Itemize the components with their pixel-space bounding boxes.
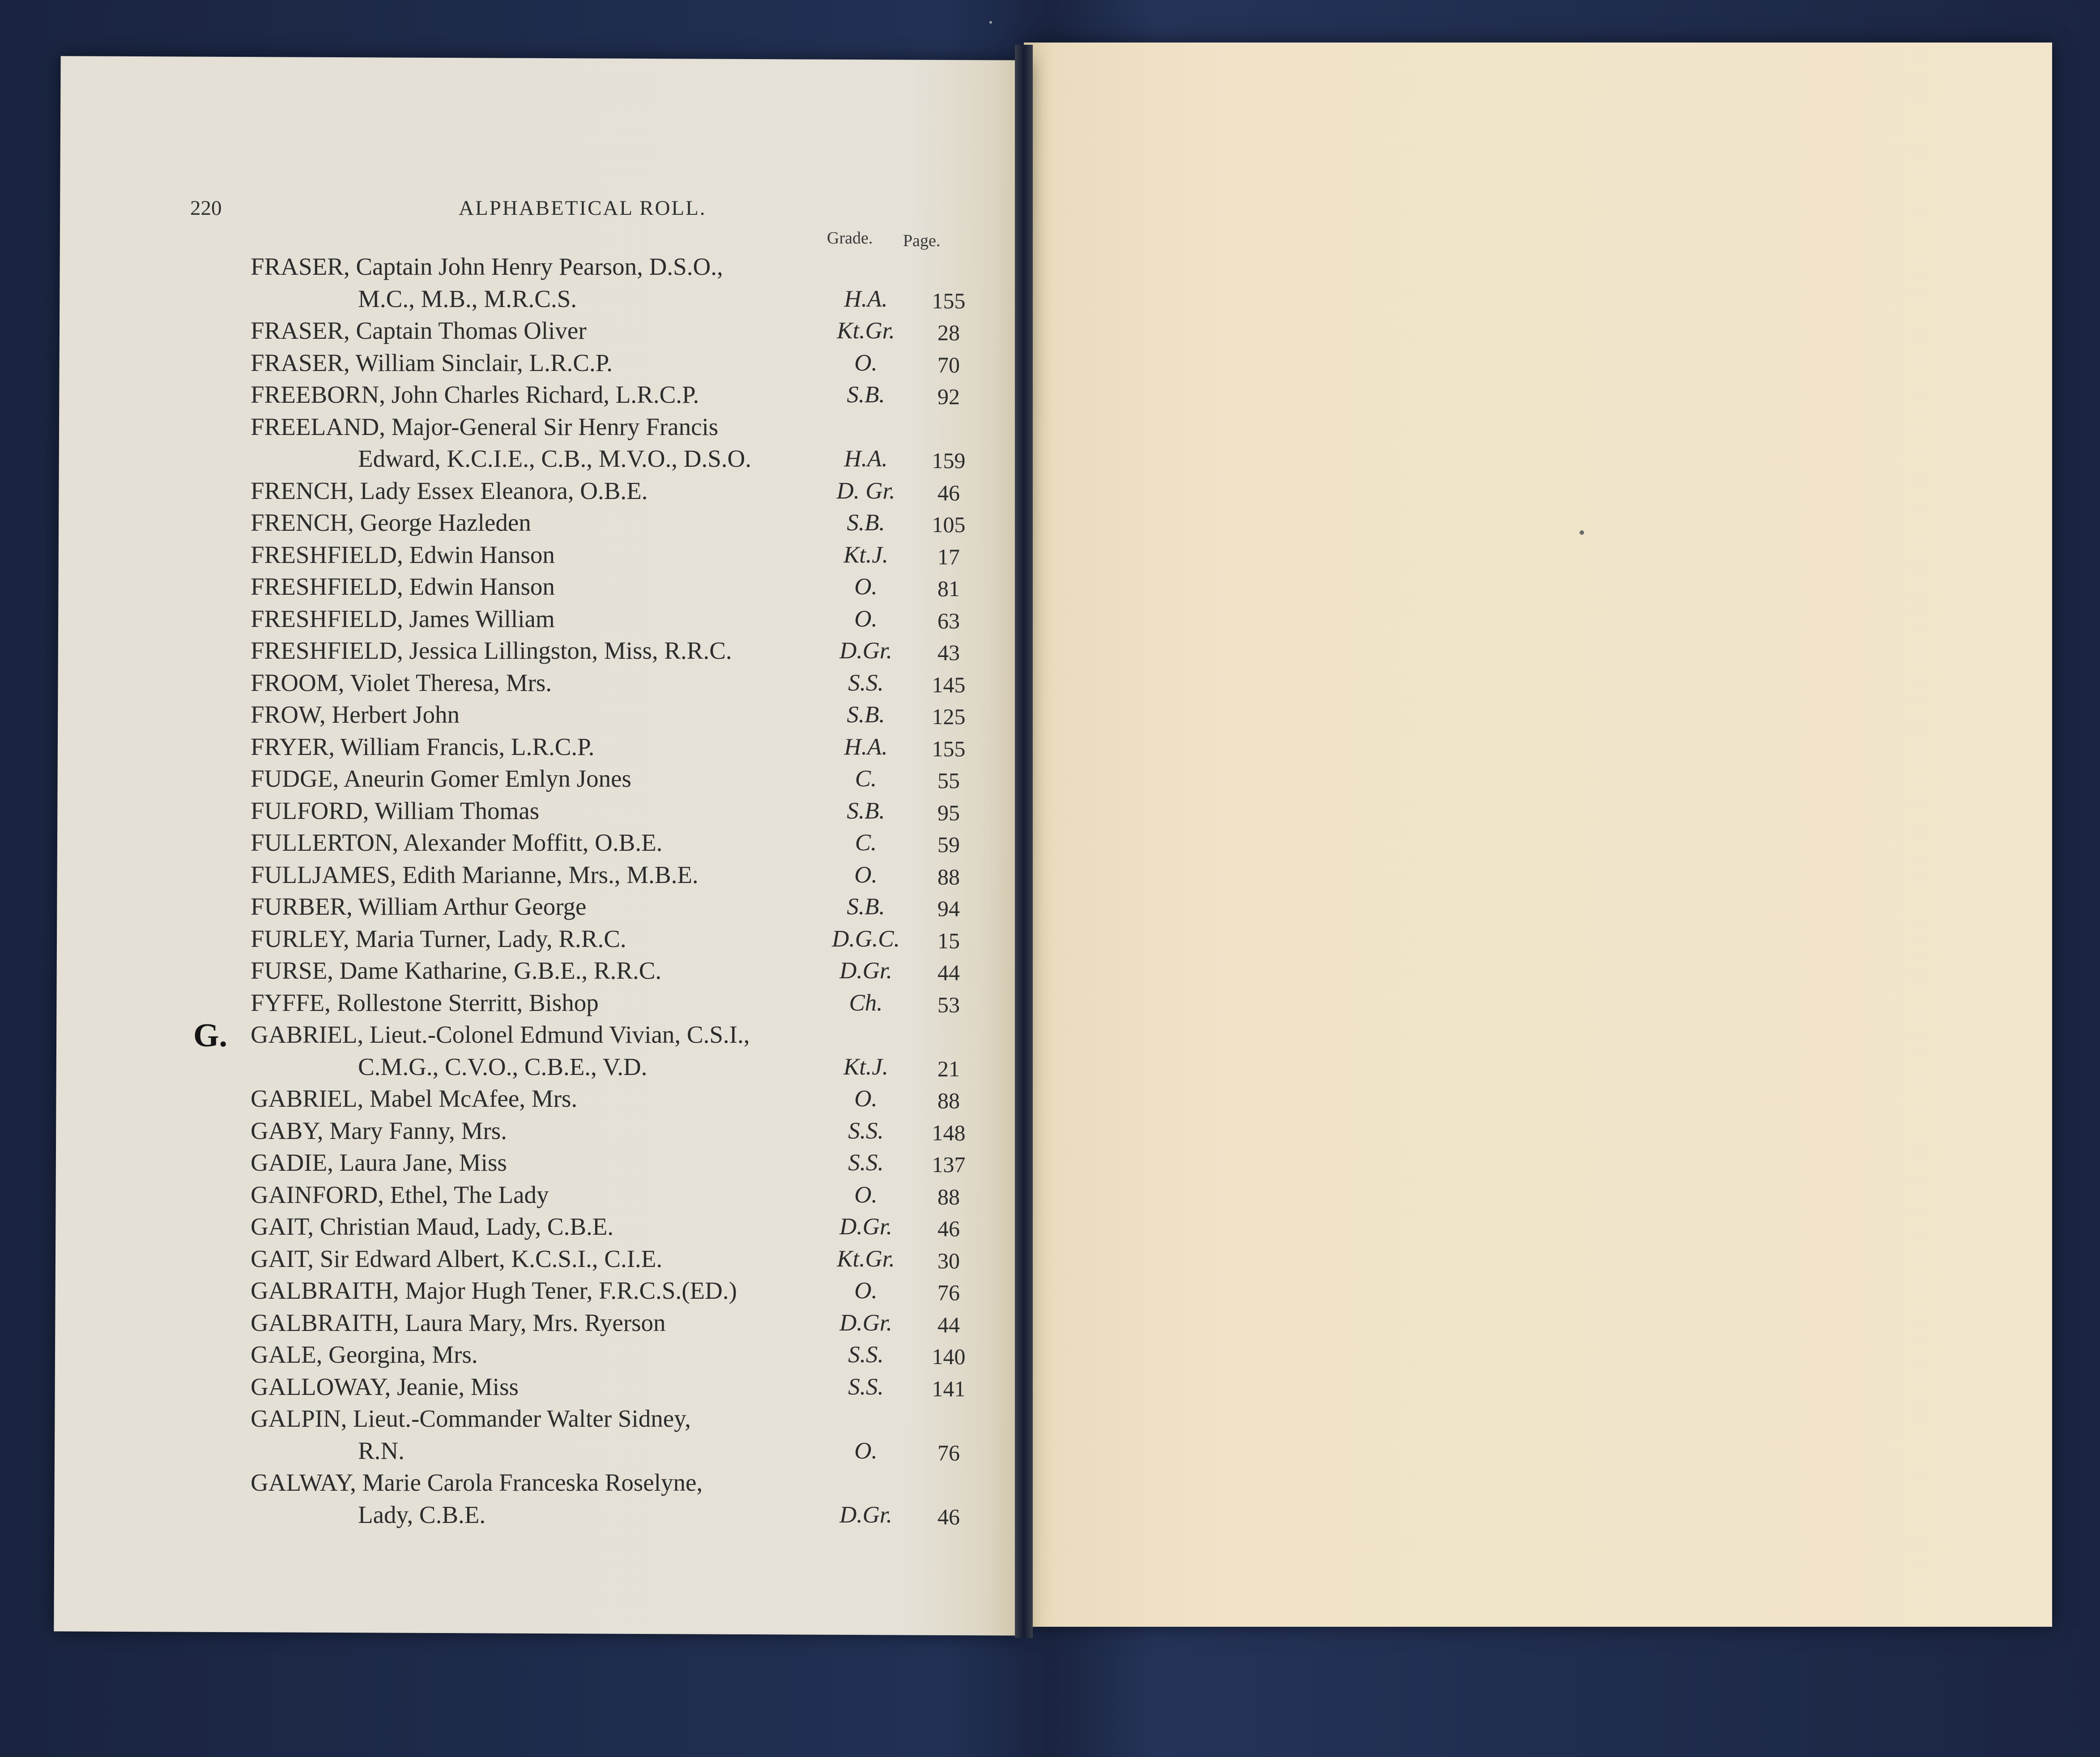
entry-grade: O.	[854, 350, 877, 376]
roll-line	[251, 1243, 975, 1275]
entry-grade: S.S.	[848, 1374, 884, 1400]
roll-line	[251, 987, 975, 1019]
entry-page: 70	[937, 352, 960, 377]
entry-name: M.C., M.B., M.R.C.S.	[358, 285, 577, 312]
entry-page: 148	[932, 1120, 966, 1145]
roll-line	[251, 347, 975, 379]
entry-page: 94	[937, 896, 960, 921]
roll-line	[251, 731, 975, 763]
roll-line	[251, 1403, 975, 1435]
entry-grade: D.G.C.	[832, 926, 900, 952]
entry-grade: S.S.	[848, 1342, 884, 1368]
entry-page: 55	[937, 768, 960, 793]
entry-name: FRENCH, Lady Essex Eleanora, O.B.E.	[251, 477, 648, 504]
roll-line	[251, 1211, 975, 1243]
entry-page: 53	[937, 992, 960, 1017]
entry-name: GALLOWAY, Jeanie, Miss	[251, 1373, 519, 1400]
roll-line	[251, 379, 975, 411]
entry-grade: S.B.	[847, 894, 885, 920]
entry-grade: S.B.	[847, 382, 885, 408]
entry-name: GABRIEL, Lieut.-Colonel Edmund Vivian, C.S.I.,	[251, 1021, 750, 1048]
roll-line	[251, 539, 975, 571]
entry-name: GALBRAITH, Major Hugh Tener, F.R.C.S.(ED.)	[251, 1277, 737, 1304]
entry-page: 155	[932, 736, 966, 761]
entry-grade: O.	[854, 1438, 877, 1464]
entry-name: FROOM, Violet Theresa, Mrs.	[251, 669, 552, 696]
entry-name: FURBER, William Arthur George	[251, 893, 587, 920]
grade-column-header: Grade.	[827, 229, 873, 247]
alphabetical-roll-list	[251, 251, 975, 1571]
entry-name: FREEBORN, John Charles Richard, L.R.C.P.	[251, 381, 699, 408]
entry-grade: O.	[854, 1182, 877, 1208]
entry-page: 88	[937, 864, 960, 889]
roll-line	[251, 667, 975, 699]
entry-name: FUDGE, Aneurin Gomer Emlyn Jones	[251, 765, 631, 792]
entry-grade: O.	[854, 606, 877, 632]
entry-page: 155	[932, 288, 966, 313]
roll-line	[251, 1467, 975, 1499]
entry-name: FRESHFIELD, James William	[251, 605, 555, 632]
entry-page: 44	[937, 960, 960, 985]
entry-grade: S.S.	[848, 1118, 884, 1144]
entry-page: 63	[937, 608, 960, 633]
roll-line	[251, 283, 975, 315]
entry-grade: Kt.J.	[843, 1054, 889, 1080]
book-gutter	[1015, 45, 1033, 1638]
entry-page: 15	[937, 928, 960, 953]
right-page-blank	[1024, 43, 2052, 1627]
entry-grade: H.A.	[844, 734, 888, 760]
roll-line	[251, 411, 975, 443]
entry-grade: S.B.	[847, 798, 885, 824]
entry-name: FREELAND, Major-General Sir Henry Francis	[251, 413, 719, 440]
entry-page: 43	[937, 640, 960, 665]
entry-name: GALWAY, Marie Carola Franceska Roselyne,	[251, 1469, 703, 1496]
entry-grade: C.	[855, 766, 877, 792]
entry-grade: O.	[854, 862, 877, 888]
entry-name: GAINFORD, Ethel, The Lady	[251, 1181, 549, 1208]
roll-line	[251, 635, 975, 667]
entry-name: GALE, Georgina, Mrs.	[251, 1341, 478, 1368]
section-letter: G.	[193, 1017, 228, 1054]
entry-page: 44	[937, 1312, 960, 1337]
entry-grade: D.Gr.	[839, 1310, 892, 1336]
roll-line	[251, 475, 975, 507]
entry-grade: H.A.	[844, 286, 888, 312]
entry-page: 46	[937, 1504, 960, 1529]
entry-grade: S.S.	[848, 670, 884, 696]
roll-line	[251, 1019, 975, 1051]
entry-grade: O.	[854, 1278, 877, 1304]
running-head	[190, 196, 754, 227]
entry-page: 21	[937, 1056, 960, 1081]
entry-page: 81	[937, 576, 960, 601]
entry-name: GABY, Mary Fanny, Mrs.	[251, 1117, 507, 1144]
entry-grade: D.Gr.	[839, 638, 892, 664]
entry-name: Lady, C.B.E.	[358, 1501, 486, 1528]
entry-page: 105	[932, 512, 966, 537]
entry-name: FROW, Herbert John	[251, 701, 460, 728]
roll-line	[251, 1115, 975, 1147]
roll-line	[251, 603, 975, 635]
entry-page: 88	[937, 1184, 960, 1209]
entry-page: 125	[932, 704, 966, 729]
entry-grade: D. Gr.	[836, 478, 895, 504]
entry-grade: O.	[854, 1086, 877, 1112]
roll-line	[251, 1371, 975, 1403]
roll-line	[251, 1339, 975, 1371]
roll-line	[251, 251, 975, 283]
entry-name: FRASER, Captain Thomas Oliver	[251, 317, 587, 344]
entry-name: GALBRAITH, Laura Mary, Mrs. Ryerson	[251, 1309, 666, 1336]
entry-page: 17	[937, 544, 960, 569]
entry-page: 137	[932, 1152, 966, 1177]
entry-name: GABRIEL, Mabel McAfee, Mrs.	[251, 1085, 578, 1112]
entry-name: FURLEY, Maria Turner, Lady, R.R.C.	[251, 925, 626, 952]
entry-grade: S.B.	[847, 510, 885, 536]
entry-page: 30	[937, 1248, 960, 1273]
entry-name: FURSE, Dame Katharine, G.B.E., R.R.C.	[251, 957, 662, 984]
entry-grade: D.Gr.	[839, 958, 892, 984]
entry-grade: C.	[855, 830, 877, 856]
roll-line	[251, 1147, 975, 1179]
entry-name: C.M.G., C.V.O., C.B.E., V.D.	[358, 1053, 647, 1080]
roll-line	[251, 1179, 975, 1211]
entry-name: FRYER, William Francis, L.R.C.P.	[251, 733, 595, 760]
entry-name: GAIT, Christian Maud, Lady, C.B.E.	[251, 1213, 614, 1240]
entry-name: R.N.	[358, 1437, 405, 1464]
entry-name: FULLJAMES, Edith Marianne, Mrs., M.B.E.	[251, 861, 699, 888]
entry-page: 92	[937, 384, 960, 409]
roll-line	[251, 571, 975, 603]
roll-line	[251, 891, 975, 923]
page-number: 220	[190, 196, 222, 220]
roll-line	[251, 1051, 975, 1083]
roll-line	[251, 923, 975, 955]
entry-name: FRESHFIELD, Edwin Hanson	[251, 541, 555, 568]
roll-line	[251, 699, 975, 731]
entry-grade: Ch.	[849, 990, 883, 1016]
entry-name: FULLERTON, Alexander Moffitt, O.B.E.	[251, 829, 663, 856]
entry-grade: S.S.	[848, 1150, 884, 1176]
entry-page: 141	[932, 1376, 966, 1401]
entry-page: 95	[937, 800, 960, 825]
entry-name: FRASER, Captain John Henry Pearson, D.S.O.,	[251, 253, 723, 280]
roll-line	[251, 795, 975, 827]
entry-page: 46	[937, 1216, 960, 1241]
entry-name: FULFORD, William Thomas	[251, 797, 540, 824]
roll-line	[251, 955, 975, 987]
entry-page: 145	[932, 672, 966, 697]
running-title: ALPHABETICAL ROLL.	[459, 196, 707, 220]
roll-line	[251, 443, 975, 475]
entry-page: 28	[937, 320, 960, 345]
entry-grade: Kt.Gr.	[837, 1246, 895, 1272]
roll-line	[251, 827, 975, 859]
entry-name: GADIE, Laura Jane, Miss	[251, 1149, 507, 1176]
entry-name: Edward, K.C.I.E., C.B., M.V.O., D.S.O.	[358, 445, 752, 472]
entry-page: 59	[937, 832, 960, 857]
entry-grade: D.Gr.	[839, 1214, 892, 1240]
entry-name: FRENCH, George Hazleden	[251, 509, 531, 536]
roll-line	[251, 1083, 975, 1115]
roll-line	[251, 1307, 975, 1339]
roll-line	[251, 1275, 975, 1307]
entry-name: GAIT, Sir Edward Albert, K.C.S.I., C.I.E.	[251, 1245, 663, 1272]
entry-name: FRESHFIELD, Jessica Lillingston, Miss, R.R.C.	[251, 637, 732, 664]
entry-page: 140	[932, 1344, 966, 1369]
roll-line	[251, 859, 975, 891]
entry-page: 88	[937, 1088, 960, 1113]
entry-page: 76	[937, 1440, 960, 1465]
entry-name: GALPIN, Lieut.-Commander Walter Sidney,	[251, 1405, 691, 1432]
entry-page: 159	[932, 448, 966, 473]
roll-line	[251, 315, 975, 347]
roll-line	[251, 1499, 975, 1531]
entry-grade: O.	[854, 574, 877, 600]
entry-page: 76	[937, 1280, 960, 1305]
entry-grade: H.A.	[844, 446, 888, 472]
page-column-header: Page.	[903, 231, 941, 250]
entry-name: FYFFE, Rollestone Sterritt, Bishop	[251, 989, 599, 1016]
entry-grade: Kt.Gr.	[837, 318, 895, 344]
entry-name: FRESHFIELD, Edwin Hanson	[251, 573, 555, 600]
roll-line	[251, 763, 975, 795]
entry-page: 46	[937, 480, 960, 505]
entry-grade: Kt.J.	[843, 542, 889, 568]
roll-line	[251, 1435, 975, 1467]
roll-line	[251, 507, 975, 539]
entry-grade: D.Gr.	[839, 1502, 892, 1528]
entry-name: FRASER, William Sinclair, L.R.C.P.	[251, 349, 613, 376]
entry-grade: S.B.	[847, 702, 885, 728]
